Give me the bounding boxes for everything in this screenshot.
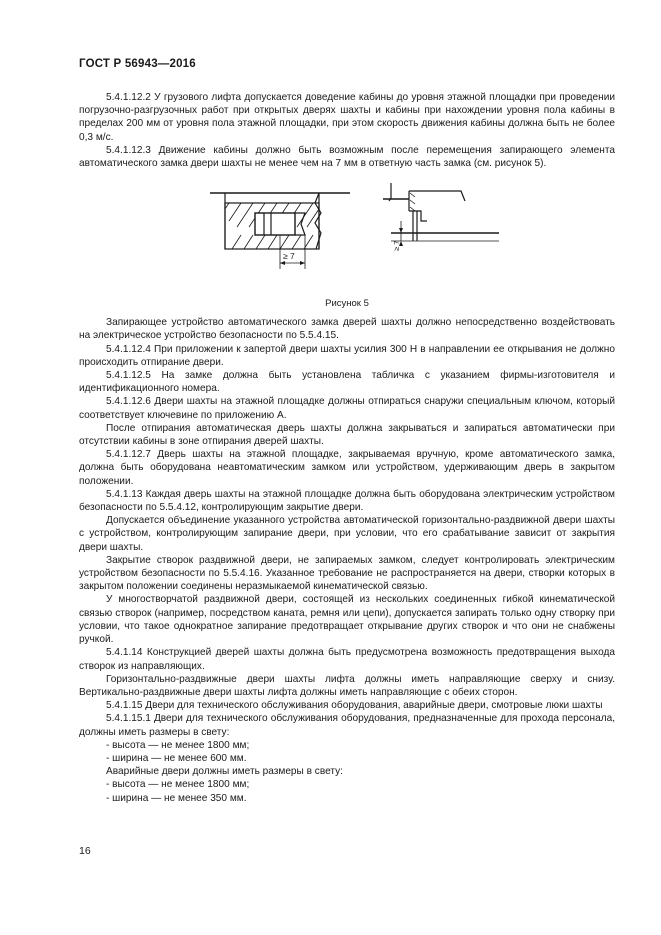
- left-view: [210, 193, 350, 269]
- figure-5: [79, 183, 615, 316]
- list-item: - ширина — не менее 350 мм.: [106, 792, 247, 804]
- paragraph: 5.4.1.12.6 Двери шахты на этажной площадке должны отпираться снаружи специальным ключом, который соответствует ключевине по приложению А.: [79, 396, 615, 421]
- dimension-label-right: ≥ 7: [392, 240, 401, 252]
- right-view: [383, 183, 499, 246]
- paragraph: 5.4.1.12.2 У грузового лифта допускается доведение кабины до уровня этажной площадки при проведении погрузочно-разгрузочных работ при открытых дверях шахты и кабины при нахождении уровня пола кабины в пределах 200 мм от уровня пола этажной площадки, при этом скорость движения кабины должна быть не более 0,3 м/с.: [79, 92, 615, 143]
- document-header: ГОСТ Р 56943—2016: [79, 58, 196, 70]
- paragraph: 5.4.1.12.5 На замке должна быть установлена табличка с указанием фирмы-изготовителя и идентификационного номера.: [79, 370, 615, 395]
- paragraph: После отпирания автоматическая дверь шахты должна закрываться и запираться автоматически при отсутствии кабины в зоне отпирания дверей шахты.: [79, 422, 615, 448]
- paragraph: 5.4.1.12.4 При приложении к запертой двери шахты усилия 300 Н в направлении ее открывания не должно происходить отпирание двери.: [79, 343, 615, 368]
- paragraph: Горизонтально-раздвижные двери шахты лифта должны иметь направляющие сверху и снизу. Вертикально-раздвижные двери шахты лифта должны иметь направляющие с обеих сторон.: [79, 673, 615, 698]
- paragraph: 5.4.1.15.1 Двери для технического обслуживания оборудования, предназначенные для прохода персонала, должны иметь размеры в свету:: [79, 713, 615, 738]
- paragraph: Закрытие створок раздвижной двери, не запираемых замком, следует контролировать электрическим устройством безопасности по 5.5.4.16. Указанное требование не распространяется на двери, створки которых в закрытом положении соединены неразмыкаемой кинематической связью.: [79, 554, 615, 593]
- paragraph: 5.4.1.14 Конструкцией дверей шахты должна быть предусмотрена возможность предотвращения выхода створок из направляющих.: [79, 647, 615, 672]
- list-item: - высота — не менее 1800 мм;: [106, 739, 250, 751]
- paragraph: 5.4.1.12.3 Движение кабины должно быть возможным после перемещения запирающего элемента автоматического замка двери шахты не менее чем на 7 мм в ответную часть замка (см. рисунок 5).: [79, 144, 615, 170]
- paragraph: Запирающее устройство автоматического замка дверей шахты должно непосредственно воздействовать на электрическое устройство безопасности по 5.5.4.15.: [79, 317, 615, 342]
- page-content: [79, 91, 615, 805]
- paragraph: 5.4.1.12.7 Дверь шахты на этажной площадке, закрываемая вручную, кроме автоматического замка, должна быть оборудована неавтоматическим замком или устройством, удерживающим дверь в закрытом положении.: [79, 449, 615, 487]
- figure-caption: Рисунок 5: [325, 298, 369, 310]
- paragraph: 5.4.1.15 Двери для технического обслуживания оборудования, аварийные двери, смотровые люки шахты: [106, 700, 603, 712]
- list-item: - ширина — не менее 600 мм.: [106, 752, 247, 764]
- dimension-label-left: ≥ 7: [283, 251, 295, 262]
- list-item: - высота — не менее 1800 мм;: [106, 779, 250, 791]
- paragraph: Аварийные двери должны иметь размеры в свету:: [106, 766, 343, 778]
- paragraph: Допускается объединение указанного устройства автоматической горизонтально-раздвижной двери шахты с устройством, контролирующим запирание двери, при условии, что его срабатывание зависит от закрытия двери шахты.: [79, 515, 615, 553]
- paragraph: 5.4.1.13 Каждая дверь шахты на этажной площадке должна быть оборудована электрическим устройством безопасности по 5.5.4.12, контролирующим закрытие двери.: [79, 488, 615, 514]
- paragraph: У многостворчатой раздвижной двери, состоящей из нескольких соединенных гибкой кинематической связью створок (например, посредством каната, ремня или цепи), допускается запирать только одну створку при условии, что такое однократное запирание предотвращает открывание других створок и что они не снабжены ручкой.: [79, 594, 615, 646]
- page-number: 16: [79, 845, 91, 857]
